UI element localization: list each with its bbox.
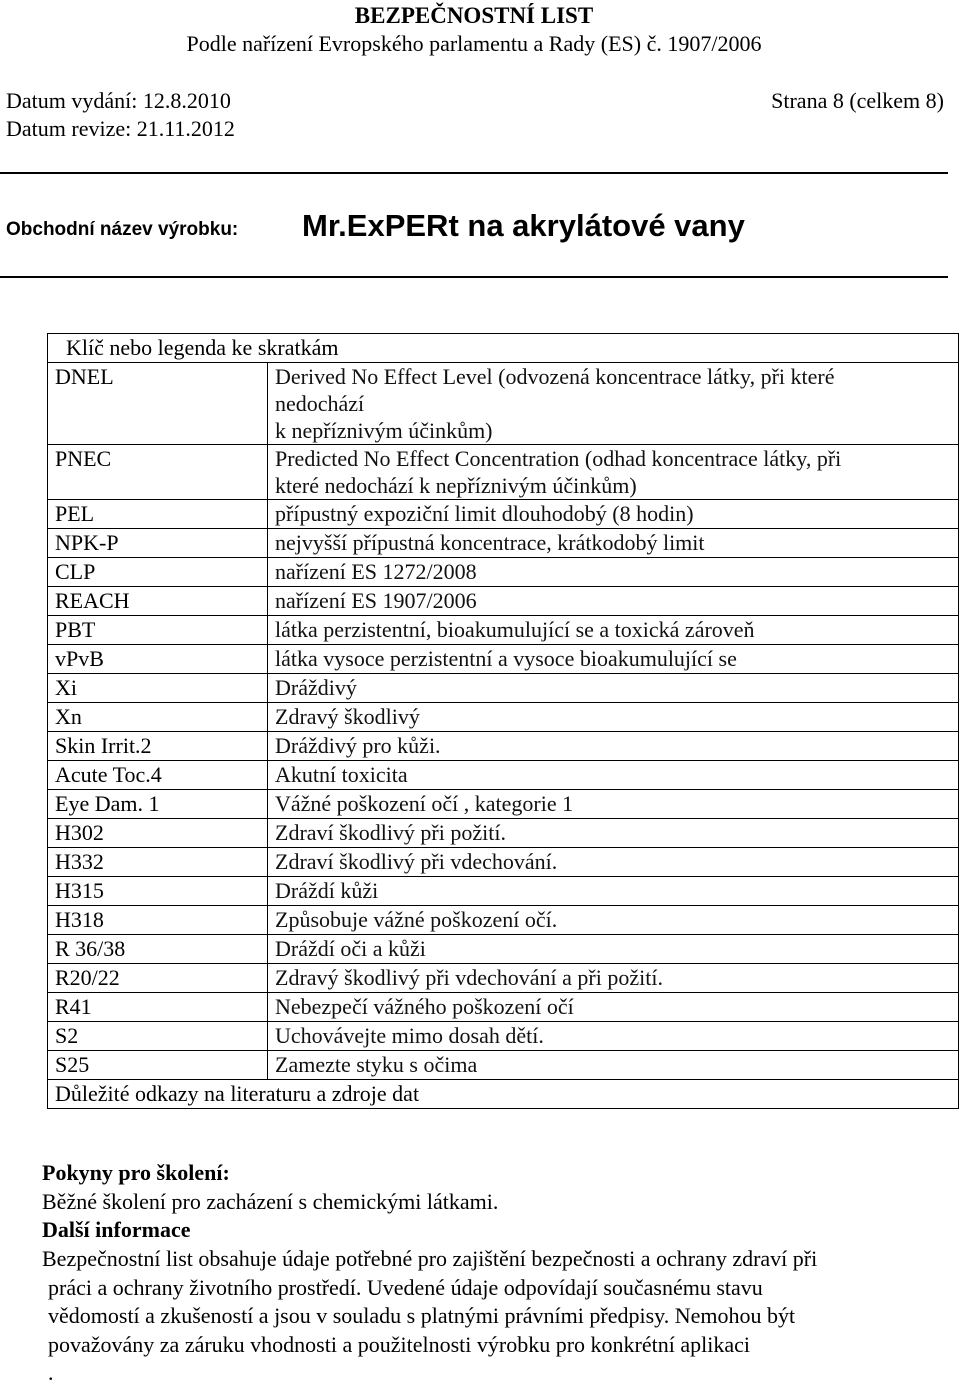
legend-code: S2 bbox=[48, 1022, 268, 1051]
legend-code: DNEL bbox=[48, 363, 268, 445]
legend-definition bbox=[268, 819, 959, 848]
legend-definition bbox=[268, 645, 959, 674]
legend-definition-line: Nebezpečí vážného poškození očí bbox=[275, 994, 574, 1019]
legend-row bbox=[48, 848, 959, 877]
legend-row bbox=[48, 558, 959, 587]
legend-definition bbox=[268, 445, 959, 500]
legend-definition bbox=[268, 529, 959, 558]
legend-code: Eye Dam. 1 bbox=[48, 790, 268, 819]
further-info-heading: Další informace bbox=[42, 1217, 191, 1242]
legend-definition-line: Akutní toxicita bbox=[275, 762, 408, 787]
legend-definition bbox=[268, 587, 959, 616]
issue-date: Datum vydání: 12.8.2010 bbox=[6, 88, 231, 113]
legend-code: PBT bbox=[48, 616, 268, 645]
legend-definition-line: k nepříznivým účinkům) bbox=[275, 418, 493, 443]
legend-definition bbox=[268, 964, 959, 993]
legend-definition bbox=[268, 993, 959, 1022]
legend-definition-line: Zdraví škodlivý při požití. bbox=[275, 820, 506, 845]
legend-definition-line: Uchovávejte mimo dosah dětí. bbox=[275, 1023, 544, 1048]
legend-definition bbox=[268, 1022, 959, 1051]
legend-row bbox=[48, 935, 959, 964]
legend-definition-line: nejvyšší přípustná koncentrace, krátkodobý limit bbox=[275, 530, 705, 555]
legend-row bbox=[48, 500, 959, 529]
legend-row bbox=[48, 819, 959, 848]
legend-code: H332 bbox=[48, 848, 268, 877]
product-divider bbox=[0, 276, 948, 278]
legend-row bbox=[48, 703, 959, 732]
abbreviation-legend-table bbox=[47, 333, 959, 1109]
legend-definition-line: Predicted No Effect Concentration (odhad koncentrace látky, při bbox=[275, 446, 842, 471]
legend-definition-line: Dráždí oči a kůži bbox=[275, 936, 426, 961]
header-divider bbox=[0, 172, 948, 174]
legend-code: H318 bbox=[48, 906, 268, 935]
legend-row bbox=[48, 906, 959, 935]
legend-definition-line: Dráždí kůži bbox=[275, 878, 379, 903]
legend-definition bbox=[268, 1051, 959, 1080]
legend-definition-line: Dráždivý pro kůži. bbox=[275, 733, 441, 758]
legend-row bbox=[48, 587, 959, 616]
legend-code: PNEC bbox=[48, 445, 268, 500]
legend-row bbox=[48, 445, 959, 500]
legend-row bbox=[48, 877, 959, 906]
legend-code: Acute Toc.4 bbox=[48, 761, 268, 790]
legend-code: REACH bbox=[48, 587, 268, 616]
legend-code: Xn bbox=[48, 703, 268, 732]
legend-definition-line: Vážné poškození očí , kategorie 1 bbox=[275, 791, 574, 816]
legend-footer: Důležité odkazy na literaturu a zdroje dat bbox=[48, 1080, 959, 1109]
document-title: BEZPEČNOSTNÍ LIST bbox=[354, 3, 594, 28]
legend-code: PEL bbox=[48, 500, 268, 529]
further-info-line: považovány za záruku vhodnosti a použitelnosti výrobku pro konkrétní aplikaci bbox=[48, 1331, 750, 1357]
further-info-paragraph bbox=[42, 1245, 942, 1388]
legend-definition-line: Derived No Effect Level (odvozená koncentrace látky, při které bbox=[275, 364, 835, 389]
legend-definition bbox=[268, 558, 959, 587]
further-info-line: práci a ochrany životního prostředí. Uvedené údaje odpovídají současnému stavu bbox=[48, 1274, 763, 1300]
legend-definition-line: látka vysoce perzistentní a vysoce bioakumulující se bbox=[275, 646, 737, 671]
legend-code: H302 bbox=[48, 819, 268, 848]
legend-definition-line: nařízení ES 1907/2006 bbox=[275, 588, 477, 613]
legend-definition bbox=[268, 790, 959, 819]
legend-footer-row bbox=[48, 1080, 959, 1109]
legend-row bbox=[48, 363, 959, 445]
legend-heading-row bbox=[48, 334, 959, 363]
legend-heading: Klíč nebo legenda ke skratkám bbox=[48, 334, 959, 363]
legend-definition-line: nedochází bbox=[275, 391, 365, 416]
product-label: Obchodní název výrobku: bbox=[6, 219, 239, 240]
legend-row bbox=[48, 732, 959, 761]
revision-date: Datum revize: 21.11.2012 bbox=[6, 116, 235, 141]
training-heading: Pokyny pro školení: bbox=[42, 1160, 230, 1185]
legend-code: NPK-P bbox=[48, 529, 268, 558]
legend-definition-line: Dráždivý bbox=[275, 675, 357, 700]
legend-definition bbox=[268, 500, 959, 529]
legend-definition-line: nařízení ES 1272/2008 bbox=[275, 559, 477, 584]
legend-row bbox=[48, 1051, 959, 1080]
legend-definition-line: látka perzistentní, bioakumulující se a toxická zároveň bbox=[275, 617, 755, 642]
legend-row bbox=[48, 993, 959, 1022]
legend-definition bbox=[268, 906, 959, 935]
legend-definition bbox=[268, 935, 959, 964]
page-number: Strana 8 (celkem 8) bbox=[771, 88, 944, 113]
legend-code: Xi bbox=[48, 674, 268, 703]
legend-row bbox=[48, 964, 959, 993]
legend-code: R41 bbox=[48, 993, 268, 1022]
training-text: Běžné školení pro zacházení s chemickými látkami. bbox=[42, 1189, 499, 1214]
legend-definition bbox=[268, 363, 959, 445]
legend-row bbox=[48, 1022, 959, 1051]
legend-code: S25 bbox=[48, 1051, 268, 1080]
legend-row bbox=[48, 529, 959, 558]
further-info-line: Bezpečnostní list obsahuje údaje potřebné pro zajištění bezpečnosti a ochrany zdraví při bbox=[42, 1246, 818, 1271]
legend-definition bbox=[268, 674, 959, 703]
legend-definition bbox=[268, 761, 959, 790]
legend-code: Skin Irrit.2 bbox=[48, 732, 268, 761]
legend-row bbox=[48, 761, 959, 790]
legend-definition-line: Zdravý škodlivý bbox=[275, 704, 420, 729]
legend-definition bbox=[268, 732, 959, 761]
legend-definition bbox=[268, 616, 959, 645]
legend-definition-line: přípustný expoziční limit dlouhodobý (8 hodin) bbox=[275, 501, 694, 526]
legend-definition-line: Způsobuje vážné poškození očí. bbox=[275, 907, 558, 932]
legend-code: vPvB bbox=[48, 645, 268, 674]
legend-code: CLP bbox=[48, 558, 268, 587]
document-subtitle: Podle nařízení Evropského parlamentu a Rady (ES) č. 1907/2006 bbox=[186, 31, 762, 56]
legend-definition bbox=[268, 848, 959, 877]
legend-definition bbox=[268, 877, 959, 906]
legend-code: R20/22 bbox=[48, 964, 268, 993]
legend-row bbox=[48, 616, 959, 645]
product-name: Mr.ExPERt na akrylátové vany bbox=[302, 208, 745, 243]
further-info-line: vědomostí a zkušeností a jsou v souladu s platnými právními předpisy. Nemohou být bbox=[48, 1303, 796, 1328]
further-info-line: . bbox=[48, 1360, 54, 1385]
legend-row bbox=[48, 674, 959, 703]
legend-definition-line: Zdravý škodlivý při vdechování a při požití. bbox=[275, 965, 663, 990]
legend-code: H315 bbox=[48, 877, 268, 906]
legend-definition-line: Zdraví škodlivý při vdechování. bbox=[275, 849, 558, 874]
legend-definition bbox=[268, 703, 959, 732]
legend-code: R 36/38 bbox=[48, 935, 268, 964]
legend-row bbox=[48, 790, 959, 819]
legend-definition-line: Zamezte styku s očima bbox=[275, 1052, 478, 1077]
legend-definition-line: které nedochází k nepříznivým účinkům) bbox=[275, 473, 637, 498]
legend-row bbox=[48, 645, 959, 674]
